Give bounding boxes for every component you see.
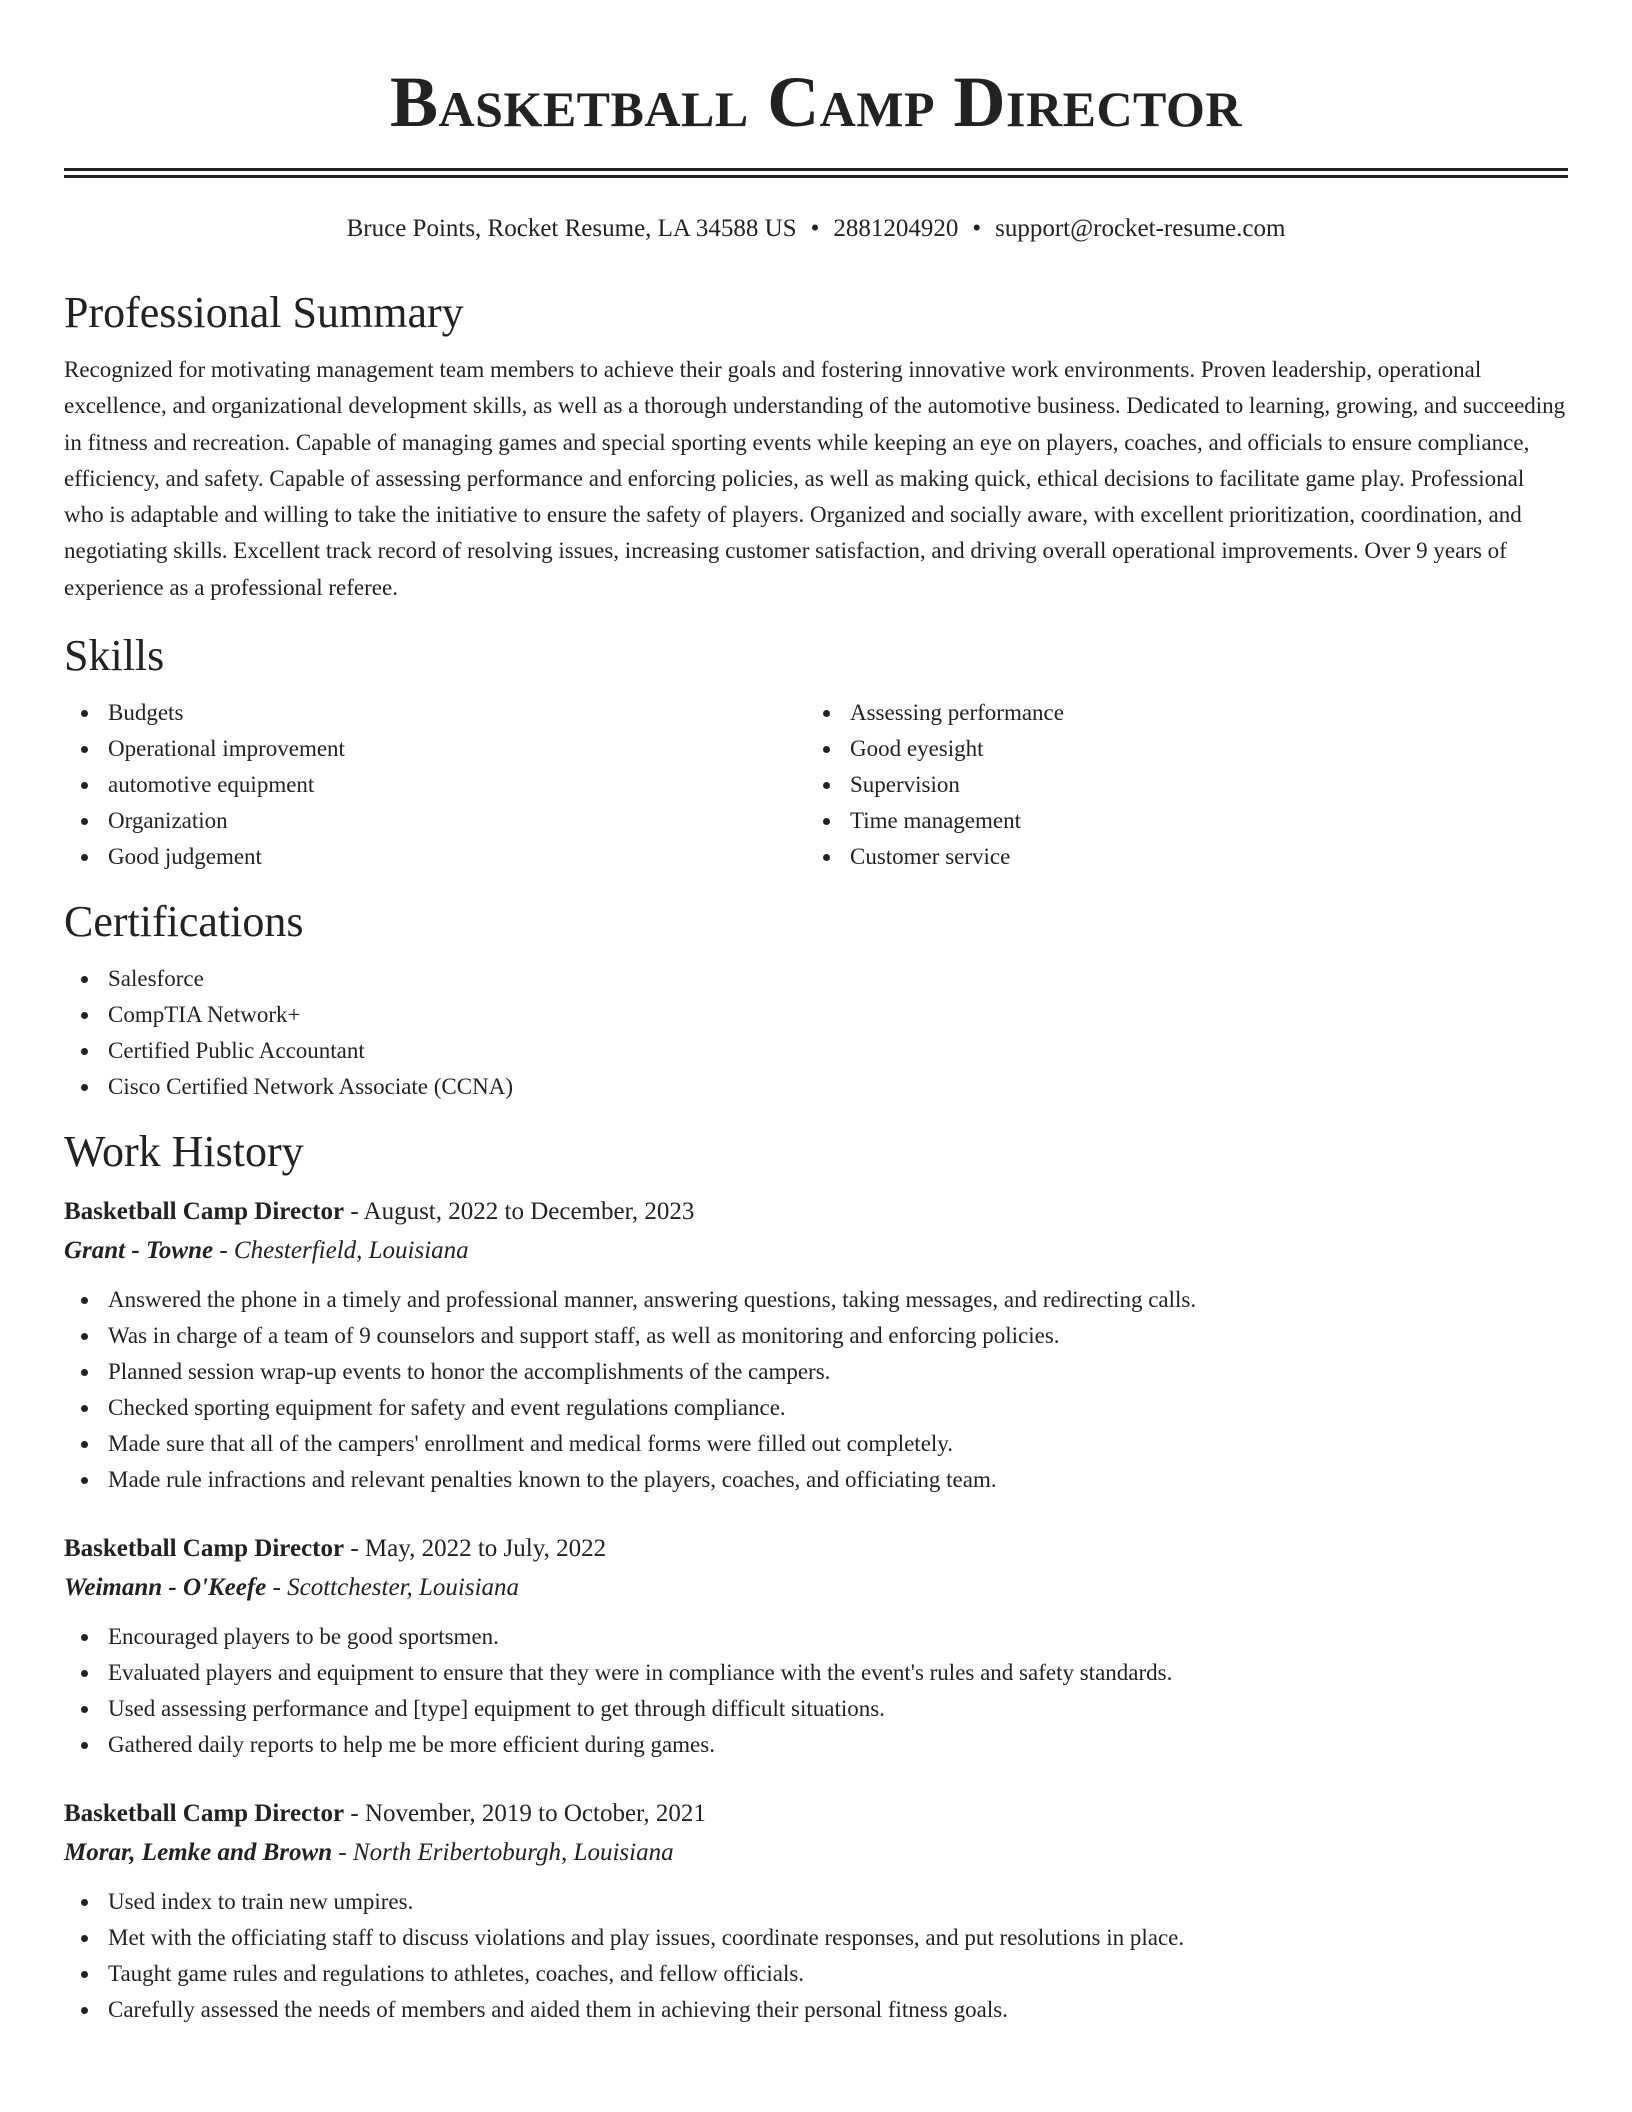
skill-item: Good eyesight xyxy=(850,731,1548,767)
job-duty: Used index to train new umpires. xyxy=(108,1884,1568,1920)
job-duty: Evaluated players and equipment to ensure that they were in compliance with the event's rules and safety standards. xyxy=(108,1655,1568,1691)
job-entry xyxy=(64,1795,1568,2028)
skill-item: Customer service xyxy=(850,839,1548,875)
contact-phone: 2881204920 xyxy=(833,215,959,242)
summary-text: Recognized for motivating management team members to achieve their goals and fostering innovative work environments. Proven leadership, operational excellence, and organizational development skills, as well as a thorough understanding of the automotive business. Dedicated to learning, growing, and succeeding in fitness and recreation. Capable of managing games and special sporting events while keeping an eye on players, coaches, and officials to ensure compliance, efficiency, and safety. Capable of assessing performance and enforcing policies, as well as making quick, ethical decisions to facilitate game play. Professional who is adaptable and willing to take the initiative to ensure the safety of players. Organized and socially aware, with excellent prioritization, coordination, and negotiating skills. Excellent track record of resolving issues, increasing customer satisfaction, and driving overall operational improvements. Over 9 years of experience as a professional referee. xyxy=(64,357,1566,600)
job-entry xyxy=(64,1193,1568,1498)
job-company-line xyxy=(64,1833,1568,1872)
job-company: Weimann - O'Keefe xyxy=(64,1574,267,1602)
skills-heading: Skills xyxy=(64,631,165,681)
title-divider xyxy=(64,168,1568,178)
skill-item: Organization xyxy=(108,803,806,839)
certifications-list xyxy=(64,961,1568,1105)
job-dates: - November, 2019 to October, 2021 xyxy=(344,1800,706,1828)
job-duty: Met with the officiating staff to discuss violations and play issues, coordinate responses, and put resolutions in place. xyxy=(108,1920,1568,1956)
certification-item: Salesforce xyxy=(108,961,1568,997)
job-duty: Used assessing performance and [type] equipment to get through difficult situations. xyxy=(108,1691,1568,1727)
job-title: Basketball Camp Director xyxy=(64,1198,345,1226)
skills-columns xyxy=(64,695,1568,875)
skill-item: Assessing performance xyxy=(850,695,1548,731)
job-dates: - August, 2022 to December, 2023 xyxy=(344,1198,695,1226)
job-title-line xyxy=(64,1193,1568,1231)
skill-item: Budgets xyxy=(108,695,806,731)
job-entry xyxy=(64,1530,1568,1763)
job-duty: Made rule infractions and relevant penalties known to the players, coaches, and officiating team. xyxy=(108,1462,1568,1498)
skill-item: automotive equipment xyxy=(108,767,806,803)
contact-separator: • xyxy=(810,215,820,242)
contact-line xyxy=(64,212,1568,246)
contact-address: Bruce Points, Rocket Resume, LA 34588 US xyxy=(346,215,797,242)
job-location: - North Eribertoburgh, Louisiana xyxy=(332,1839,674,1867)
job-title: Basketball Camp Director xyxy=(64,1800,345,1828)
job-duties-list xyxy=(64,1619,1568,1763)
job-company-line xyxy=(64,1231,1568,1270)
job-title-line xyxy=(64,1795,1568,1833)
job-location: - Chesterfield, Louisiana xyxy=(213,1237,469,1265)
summary-heading: Professional Summary xyxy=(64,288,464,337)
work-history-heading: Work History xyxy=(64,1127,304,1177)
skill-item: Supervision xyxy=(850,767,1548,803)
job-duty: Gathered daily reports to help me be more efficient during games. xyxy=(108,1727,1568,1763)
skills-column-right xyxy=(806,695,1548,875)
job-duty: Was in charge of a team of 9 counselors and support staff, as well as monitoring and enforcing policies. xyxy=(108,1318,1568,1354)
resume-page xyxy=(64,0,1568,2028)
job-company: Morar, Lemke and Brown xyxy=(64,1839,333,1867)
skills-list-left xyxy=(64,695,806,875)
certification-item: Cisco Certified Network Associate (CCNA) xyxy=(108,1069,1568,1105)
skills-list-right xyxy=(806,695,1548,875)
skill-item: Time management xyxy=(850,803,1548,839)
job-duties-list xyxy=(64,1884,1568,2028)
certification-item: CompTIA Network+ xyxy=(108,997,1568,1033)
job-duty: Taught game rules and regulations to athletes, coaches, and fellow officials. xyxy=(108,1956,1568,1992)
skill-item: Operational improvement xyxy=(108,731,806,767)
job-duty: Encouraged players to be good sportsmen. xyxy=(108,1619,1568,1655)
certifications-heading: Certifications xyxy=(64,897,304,947)
job-duty: Made sure that all of the campers' enrollment and medical forms were filled out completely. xyxy=(108,1426,1568,1462)
job-location: - Scottchester, Louisiana xyxy=(266,1574,520,1602)
job-duty: Checked sporting equipment for safety and event regulations compliance. xyxy=(108,1390,1568,1426)
job-duty: Carefully assessed the needs of members and aided them in achieving their personal fitness goals. xyxy=(108,1992,1568,2028)
certification-item: Certified Public Accountant xyxy=(108,1033,1568,1069)
job-title-line xyxy=(64,1530,1568,1568)
job-company-line xyxy=(64,1568,1568,1607)
resume-title: Basketball Camp Director xyxy=(390,62,1242,142)
job-company: Grant - Towne xyxy=(64,1237,214,1265)
skill-item: Good judgement xyxy=(108,839,806,875)
job-duties-list xyxy=(64,1282,1568,1498)
contact-separator: • xyxy=(972,215,982,242)
job-dates: - May, 2022 to July, 2022 xyxy=(344,1535,607,1563)
skills-column-left xyxy=(64,695,806,875)
job-duty: Planned session wrap-up events to honor the accomplishments of the campers. xyxy=(108,1354,1568,1390)
job-title: Basketball Camp Director xyxy=(64,1535,345,1563)
job-duty: Answered the phone in a timely and professional manner, answering questions, taking messages, and redirecting calls. xyxy=(108,1282,1568,1318)
contact-email: support@rocket-resume.com xyxy=(995,215,1286,242)
